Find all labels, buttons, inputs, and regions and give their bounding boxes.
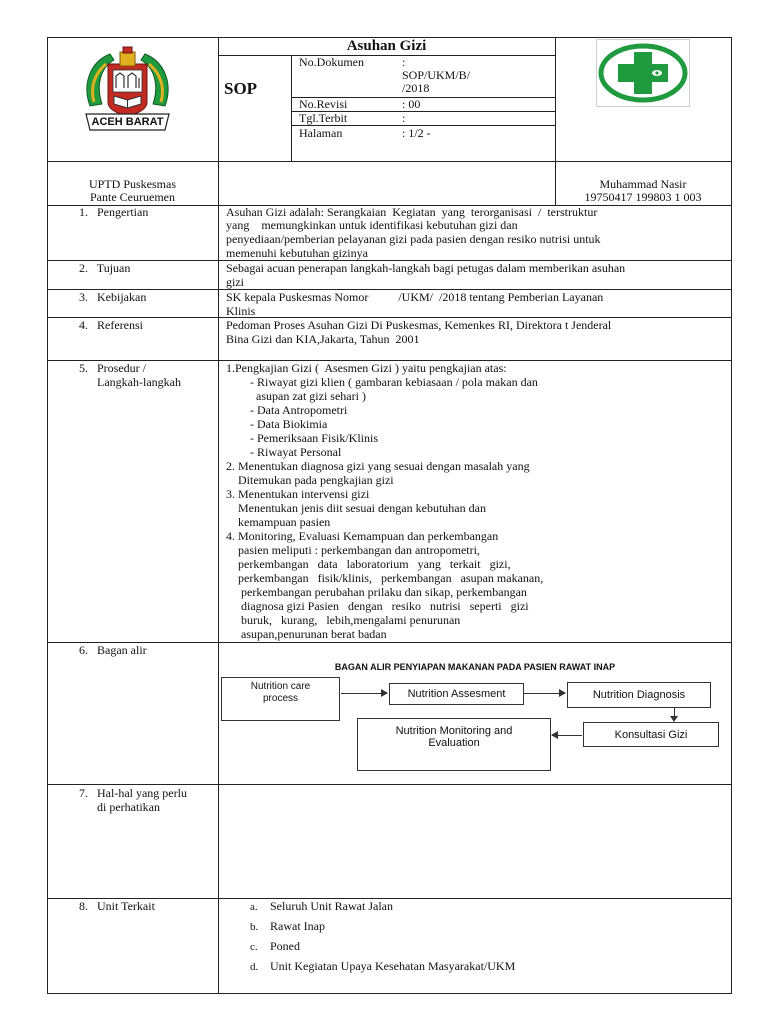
prosedur-line: buruk, kurang, lebih,mengalami penurunan xyxy=(226,613,461,627)
prosedur-line: 2. Menentukan diagnosa gizi yang sesuai dengan masalah yang xyxy=(226,459,530,473)
org-name-line-2: Pante Ceuruemen xyxy=(90,190,175,204)
section-label-referensi: 4. Referensi xyxy=(79,318,143,332)
referensi-line-2: Bina Gizi dan KIA,Jakarta, Tahun 2001 xyxy=(226,332,420,346)
pengertian-line-3: penyediaan/pemberian pelayanan gizi pada pasien dengan resiko nutrisi untuk xyxy=(226,232,601,246)
prosedur-line: pasien meliputi : perkembangan dan antropometri, xyxy=(226,543,480,557)
logo-caption: ACEH BARAT xyxy=(91,116,164,128)
section-label-pengertian: 1. Pengertian xyxy=(79,205,149,219)
flow-arrow-diagnosis-to-konsultasi xyxy=(674,708,675,720)
field-halaman-value: : 1/2 - xyxy=(402,126,431,140)
unit-item-marker: b. xyxy=(250,921,259,933)
section-label-kebijakan: 3. Kebijakan xyxy=(79,290,147,304)
section-label-tujuan: 2. Tujuan xyxy=(79,261,131,275)
field-no-revisi-value: : 00 xyxy=(402,97,421,111)
flow-node-diagnosis: Nutrition Diagnosis xyxy=(567,682,711,708)
section-label-bagan-alir: 6. Bagan alir xyxy=(79,643,147,657)
flow-node-konsultasi: Konsultasi Gizi xyxy=(583,722,719,747)
flow-node-assesment: Nutrition Assesment xyxy=(389,683,524,705)
prosedur-line: - Riwayat gizi klien ( gambaran kebiasaan / pola makan dan xyxy=(226,375,538,389)
unit-item: Unit Kegiatan Upaya Kesehatan Masyarakat/UKM xyxy=(270,959,516,973)
signer-name: Muhammad Nasir xyxy=(599,177,687,191)
prosedur-line: 3. Menentukan intervensi gizi xyxy=(226,487,370,501)
puskesmas-logo xyxy=(596,39,690,107)
unit-item: Seluruh Unit Rawat Jalan xyxy=(270,899,393,913)
section-label-unit-terkait: 8. Unit Terkait xyxy=(79,899,155,913)
kebijakan-line-2: Klinis xyxy=(226,304,256,318)
prosedur-line: kemampuan pasien xyxy=(226,515,331,529)
tujuan-line-1: Sebagai acuan penerapan langkah-langkah bagi petugas dalam memberikan asuhan xyxy=(226,261,626,275)
document-title: Asuhan Gizi xyxy=(346,38,427,54)
flow-arrow-care-to-assesment xyxy=(341,693,387,694)
section-label-prosedur-1: 5. Prosedur / xyxy=(79,361,146,375)
prosedur-line: Menentukan jenis diit sesuai dengan kebutuhan dan xyxy=(226,501,486,515)
kebijakan-line-1: SK kepala Puskesmas Nomor /UKM/ /2018 tentang Pemberian Layanan xyxy=(226,290,604,304)
pengertian-line-1: Asuhan Gizi adalah: Serangkaian Kegiatan yang terorganisasi / terstruktur xyxy=(226,205,598,219)
prosedur-steps xyxy=(226,362,726,642)
pengertian-line-4: memenuhi kebutuhan gizinya xyxy=(226,246,368,260)
puskesmas-cross-icon xyxy=(596,39,690,107)
signer-nip: 19750417 199803 1 003 xyxy=(584,190,702,204)
prosedur-line: asupan zat gizi sehari ) xyxy=(226,389,366,403)
flow-arrow-assesment-to-diagnosis xyxy=(524,693,565,694)
field-halaman-label: Halaman xyxy=(299,126,343,140)
prosedur-line: perkembangan data laboratorium yang terkait gizi, xyxy=(226,557,511,571)
flow-arrow-konsultasi-to-monitoring xyxy=(552,735,582,736)
aceh-barat-logo xyxy=(80,44,175,136)
prosedur-line: 1.Pengkajian Gizi ( Asesmen Gizi ) yaitu pengkajian atas: xyxy=(226,361,507,375)
sop-label: SOP xyxy=(224,79,258,98)
unit-item: Poned xyxy=(270,939,300,953)
prosedur-line: perkembangan perubahan prilaku dan sikap, perkembangan xyxy=(226,585,527,599)
section-label-hal-2: di perhatikan xyxy=(79,800,160,814)
prosedur-line: - Pemeriksaan Fisik/Klinis xyxy=(226,431,378,445)
section-label-hal-1: 7. Hal-hal yang perlu xyxy=(79,786,187,800)
unit-item-marker: a. xyxy=(250,901,258,913)
prosedur-line: - Riwayat Personal xyxy=(226,445,342,459)
prosedur-line: Ditemukan pada pengkajian gizi xyxy=(226,473,394,487)
prosedur-line: - Data Antropometri xyxy=(226,403,348,417)
prosedur-line: diagnosa gizi Pasien dengan resiko nutrisi seperti gizi xyxy=(226,599,529,613)
field-no-dokumen-colon: : xyxy=(402,55,406,69)
prosedur-line: asupan,penurunan berat badan xyxy=(226,627,387,641)
section-label-prosedur-2: Langkah-langkah xyxy=(79,375,181,389)
field-no-dokumen-label: No.Dokumen xyxy=(299,55,364,69)
referensi-line-1: Pedoman Proses Asuhan Gizi Di Puskesmas, Kemenkes RI, Direktora t Jenderal xyxy=(226,318,612,332)
flow-node-care-process: Nutrition care process xyxy=(221,677,340,721)
field-no-dokumen-value-1: SOP/UKM/B/ xyxy=(402,68,471,82)
flowchart-title: BAGAN ALIR PENYIAPAN MAKANAN PADA PASIEN RAWAT INAP xyxy=(334,662,616,672)
unit-item: Rawat Inap xyxy=(270,919,325,933)
field-tgl-terbit-label: Tgl.Terbit xyxy=(299,111,348,125)
prosedur-line: 4. Monitoring, Evaluasi Kemampuan dan perkembangan xyxy=(226,529,499,543)
pengertian-line-2: yang memungkinkan untuk identifikasi kebutuhan gizi dan xyxy=(226,218,518,232)
field-tgl-terbit-value: : xyxy=(402,111,406,125)
org-name-line-1: UPTD Puskesmas xyxy=(88,177,176,191)
field-no-revisi-label: No.Revisi xyxy=(299,97,348,111)
prosedur-line: perkembangan fisik/klinis, perkembangan asupan makanan, xyxy=(226,571,544,585)
prosedur-line: - Data Biokimia xyxy=(226,417,328,431)
tujuan-line-2: gizi xyxy=(226,275,244,289)
flow-node-monitoring: Nutrition Monitoring and Evaluation xyxy=(357,718,551,771)
unit-item-marker: d. xyxy=(250,961,259,973)
field-no-dokumen-value-2: /2018 xyxy=(402,81,430,95)
unit-item-marker: c. xyxy=(250,941,258,953)
